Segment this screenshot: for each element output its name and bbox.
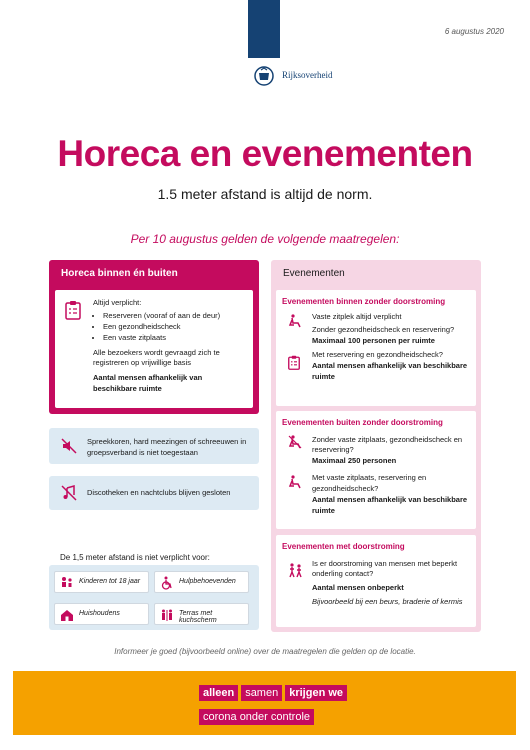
terrace-screen-icon	[160, 608, 174, 622]
event-row	[276, 349, 476, 385]
shouting-text: Spreekkoren, hard meezingen of schreeuwen in groepsverband is niet toegestaan	[87, 437, 247, 458]
slogan-word: samen	[241, 685, 282, 701]
capacity-text: Aantal mensen afhankelijk van beschikbare ruimte	[93, 373, 203, 394]
slogan-word: krijgen we	[285, 685, 347, 701]
clipboard-icon	[288, 355, 300, 370]
no-music-icon	[61, 485, 77, 501]
requirements-list	[93, 311, 247, 344]
row-bold: Aantal mensen onbeperkt	[312, 583, 404, 593]
chip-label: Kinderen tot 18 jaar	[79, 578, 141, 585]
brand-name: Rijksoverheid	[282, 70, 333, 80]
row-bold: Aantal mensen afhankelijk van beschikbare ruimte	[312, 361, 468, 381]
seated-person-icon	[288, 475, 302, 489]
horeca-title: Horeca binnen én buiten	[61, 268, 178, 279]
slogan-word: alleen	[199, 685, 238, 701]
row-text: Zonder vaste zitplaats, gezondheidscheck en reservering?	[312, 434, 463, 455]
list-item: • Een gezondheidscheck	[103, 322, 247, 333]
events-outdoor-card	[276, 411, 476, 529]
slogan-word: corona onder controle	[199, 709, 314, 725]
slogan-line-2	[199, 709, 314, 725]
list-item: • Een vaste zitplaats	[103, 333, 247, 344]
slogan-banner	[13, 671, 516, 735]
row-bold: Maximaal 250 personen	[312, 456, 397, 466]
row-text: Vaste zitplek altijd verplicht	[312, 311, 402, 321]
shouting-box	[49, 428, 259, 464]
clubs-box	[49, 476, 259, 510]
chip-label: Huishoudens	[79, 610, 120, 617]
chip-terrace	[154, 603, 249, 625]
subtitle: 1.5 meter afstand is altijd de norm.	[157, 186, 373, 202]
event-row	[276, 324, 476, 349]
events-indoor-card	[276, 290, 476, 406]
chip-households	[54, 603, 149, 625]
walking-people-icon	[288, 563, 304, 579]
house-icon	[60, 608, 74, 622]
logo-bar	[248, 0, 280, 58]
event-row	[276, 429, 476, 470]
crest-icon	[252, 64, 276, 88]
chip-children	[54, 571, 149, 593]
muted-speaker-icon	[61, 438, 77, 454]
row-bold: Maximaal 100 personen per ruimte	[312, 336, 435, 346]
event-row	[276, 469, 476, 519]
clubs-text: Discotheken en nachtclubs blijven gesloten	[87, 488, 231, 497]
row-bold: Aantal mensen afhankelijk van beschikbare ruimte	[312, 494, 468, 515]
row-text: Zonder gezondheidscheck en reservering?	[312, 325, 455, 335]
event-row	[276, 308, 476, 325]
chip-assist	[154, 571, 249, 593]
intro: Per 10 augustus gelden de volgende maatregelen:	[130, 232, 400, 246]
row-text: Is er doorstroming van mensen met beperkt onderling contact?	[312, 558, 458, 579]
chip-label: Terras met kuchscherm	[179, 610, 217, 624]
clipboard-icon	[65, 300, 81, 320]
distance-title: De 1,5 meter afstand is niet verplicht voor:	[60, 553, 210, 562]
section-title: Evenementen met doorstroming	[282, 542, 405, 551]
wheelchair-icon	[160, 576, 174, 590]
always-required: Altijd verplicht:	[93, 298, 142, 307]
events-flow-card	[276, 535, 476, 627]
event-row	[276, 553, 476, 611]
events-panel	[271, 260, 481, 632]
events-title: Evenementen	[283, 268, 345, 279]
example-note: Bijvoorbeeld bij een beurs, braderie of kermis	[312, 597, 463, 607]
slogan-line-1	[199, 685, 347, 701]
section-title: Evenementen buiten zonder doorstroming	[282, 418, 443, 427]
row-text: Met vaste zitplaats, reservering en gezondheidscheck?	[312, 473, 427, 494]
footer-note: Informeer je goed (bijvoorbeeld online) over de maatregelen die gelden op de locatie.	[114, 647, 416, 656]
chip-label: Hulpbehoevenden	[179, 578, 236, 585]
visitors-text: Alle bezoekers wordt gevraagd zich te registreren op vrijwillige basis	[93, 347, 220, 368]
horeca-panel	[49, 260, 259, 414]
list-item: • Reserveren (vooraf of aan de deur)	[103, 311, 247, 322]
row-text: Met reservering en gezondheidscheck?	[312, 350, 443, 360]
section-title: Evenementen binnen zonder doorstroming	[282, 297, 446, 306]
page-title: Horeca en evenementen	[57, 133, 473, 174]
horeca-card	[55, 290, 253, 408]
date: 6 augustus 2020	[444, 27, 504, 36]
no-seat-icon	[288, 435, 302, 449]
people-icon	[60, 576, 74, 590]
